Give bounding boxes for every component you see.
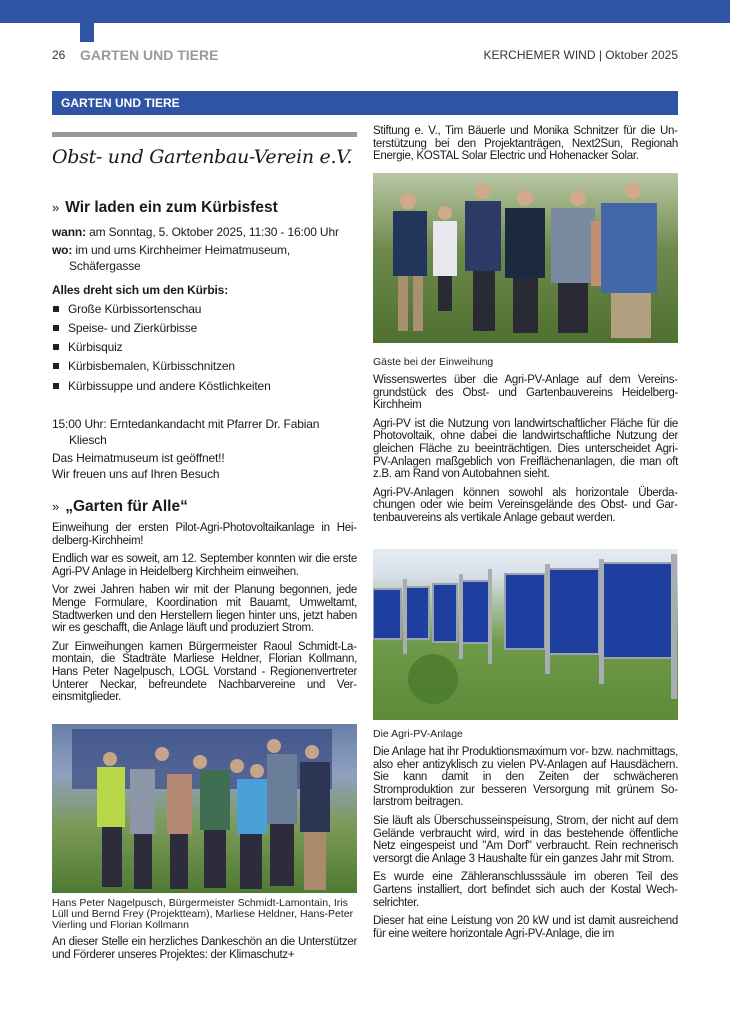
- paragraph: An dieser Stelle ein herzliches Dankeschön an die Unterstützer und Förderer unseres Projektes: der Klimaschutz+: [52, 936, 357, 961]
- guests-photo: [373, 173, 678, 343]
- event-where: [52, 242, 357, 274]
- org-title-script: Obst- und Gartenbau-Verein e.V.: [52, 146, 353, 168]
- where-label: wo:: [52, 243, 73, 258]
- paragraph: Vor zwei Jahren haben wir mit der Planung begonnen, jede Menge Formulare, Koordination mit Bauamt, Umweltamt, Stadtwerken und den Herstellern liegen hinter uns, jetzt haben wir es geschafft, die Anlage läuft und produziert Strom.: [52, 584, 357, 635]
- heading-text: Wir laden ein zum Kürbisfest: [65, 199, 278, 216]
- agri-pv-details: [373, 746, 678, 946]
- agri-pv-photo: [373, 549, 678, 720]
- photo-caption: Gäste bei der Einweihung: [373, 356, 494, 368]
- paragraph: Agri-PV ist die Nutzung von landwirtschaftlicher Fläche für die Photovoltaik, ohne dabei die landwirtschaftliche Nutzung der gleichen Fläche zu beeinträchtigen. Dies unterscheidet Agri-PV-Anlagen maßgeblich von Freiflächenanlagen, die man oft z.B. am Rand von Autobahnen sieht.: [373, 417, 678, 481]
- event-program-list: [52, 301, 357, 394]
- page-number: 26: [52, 48, 66, 62]
- header-tab-marker: [80, 23, 94, 42]
- when-label: wann:: [52, 225, 86, 239]
- event-service: 15:00 Uhr: Erntedankandacht mit Pfarrer Dr. Fabian Kliesch: [52, 416, 320, 448]
- agri-pv-info: [373, 374, 678, 531]
- thanks-text: [52, 936, 357, 967]
- heading-marker: »: [52, 200, 60, 215]
- museum-open: Das Heimatmuseum ist geöffnet!!: [52, 451, 225, 466]
- list-item: Kürbisquiz: [52, 339, 357, 355]
- paragraph: Dieser hat eine Leistung von 20 kW und ist damit ausreichend für eine weitere horizontale Agri-PV-Anlage, die im: [373, 915, 678, 940]
- solar-panels-illustration: [373, 549, 678, 720]
- guests-illustration: [373, 173, 678, 343]
- magazine-issue: KERCHEMER WIND | Oktober 2025: [483, 48, 678, 62]
- paragraph: Es wurde eine Zähleranschlusssäule im oberen Teil des Gartens installiert, dort befindet sich auch der Kostal Wechselrichter.: [373, 871, 678, 909]
- paragraph: Stiftung e. V., Tim Bäuerle und Monika Schnitzer für die Unterstützung bei den Projektanträgen, Next2Sun, Regionah Energie, KOSTAL Solar Electric und Hohenacker Solar.: [373, 125, 678, 163]
- section-bar: GARTEN UND TIERE: [52, 91, 678, 115]
- event-heading: [52, 198, 357, 217]
- where-value: im und ums Kirchheimer Heimatmuseum, Schäfergasse: [69, 243, 291, 274]
- photo-caption: Hans Peter Nagelpusch, Bürgermeister Schmidt-Lamontain, Iris Lüll und Bernd Frey (Projektteam), Marliese Heldner, Hans-Peter Vierling und Florian Kollmann: [52, 897, 354, 931]
- heading-marker: »: [52, 499, 60, 514]
- list-title: Alles dreht sich um den Kürbis:: [52, 282, 229, 297]
- paragraph: Zur Einweihungen kamen Bürgermeister Raoul Schmidt-Lamontain, die Stadträte Marliese Heldner, Florian Kollmann, Hans Peter Nagelpusch, LOGL Vorstand - Regionenvertreter Unterer Neckar, befreundete Nachbarvereine und Vereinsmitglieder.: [52, 640, 357, 704]
- list-item: Kürbissuppe und andere Köstlichkeiten: [52, 378, 357, 394]
- event-when: [52, 224, 357, 240]
- group-photo-project-team: [52, 724, 357, 893]
- paragraph: Endlich war es soweit, am 12. September konnten wir die erste Agri-PV Anlage in Heidelberg Kirchheim einweihen.: [52, 553, 357, 578]
- top-color-bar: [0, 0, 730, 23]
- list-item: Speise- und Zierkürbisse: [52, 320, 357, 336]
- divider-rule: [52, 132, 357, 137]
- photo-caption: Die Agri-PV-Anlage: [373, 728, 463, 740]
- paragraph: Wissenswertes über die Agri-PV-Anlage auf dem Vereinsgrundstück des Obst- und Gartenbauvereins Heidelberg-Kirchheim: [373, 374, 678, 412]
- running-section-title: GARTEN UND TIERE: [80, 47, 219, 63]
- list-item: Große Kürbissortenschau: [52, 301, 357, 317]
- paragraph: Die Anlage hat ihr Produktionsmaximum vor- bzw. nachmittags, also eher antizyklisch zu vielen PV-Anlagen auf Hausdächern. Sie kann damit in den Zeiten der schwächeren Stromproduktion zur besseren Versorgung mit grünem Solarstrom beitragen.: [373, 746, 678, 809]
- event-article: [52, 198, 357, 488]
- people-illustration: [52, 724, 357, 893]
- paragraph: Agri-PV-Anlagen können sowohl als horizontale Überdachungen oder wie beim Vereinsgelände des Obst- und Gartenbauvereins als vertikale Anlage gebaut werden.: [373, 486, 678, 524]
- paragraph: Einweihung der ersten Pilot-Agri-Photovoltaikanlage in Heidelberg-Kirchheim!: [52, 522, 357, 547]
- garden-article: [52, 497, 357, 710]
- paragraph: Sie läuft als Überschusseinspeisung, Strom, der nicht auf dem Gelände verbraucht wird, wird in das bestehende öffentliche Netz eingespeist und "Am Dorf" verbraucht. Rein rechnerisch versorgt die Anlage 3 Haushalte für ein ganzes Jahr mit Strom.: [373, 814, 678, 865]
- thanks-continued: [373, 125, 678, 169]
- garden-heading: [52, 497, 357, 516]
- welcome-text: Wir freuen uns auf Ihren Besuch: [52, 467, 220, 482]
- when-value: am Sonntag, 5. Oktober 2025, 11:30 - 16:00 Uhr: [85, 225, 339, 239]
- list-item: Kürbisbemalen, Kürbisschnitzen: [52, 358, 357, 374]
- heading-text: „Garten für Alle“: [65, 498, 188, 515]
